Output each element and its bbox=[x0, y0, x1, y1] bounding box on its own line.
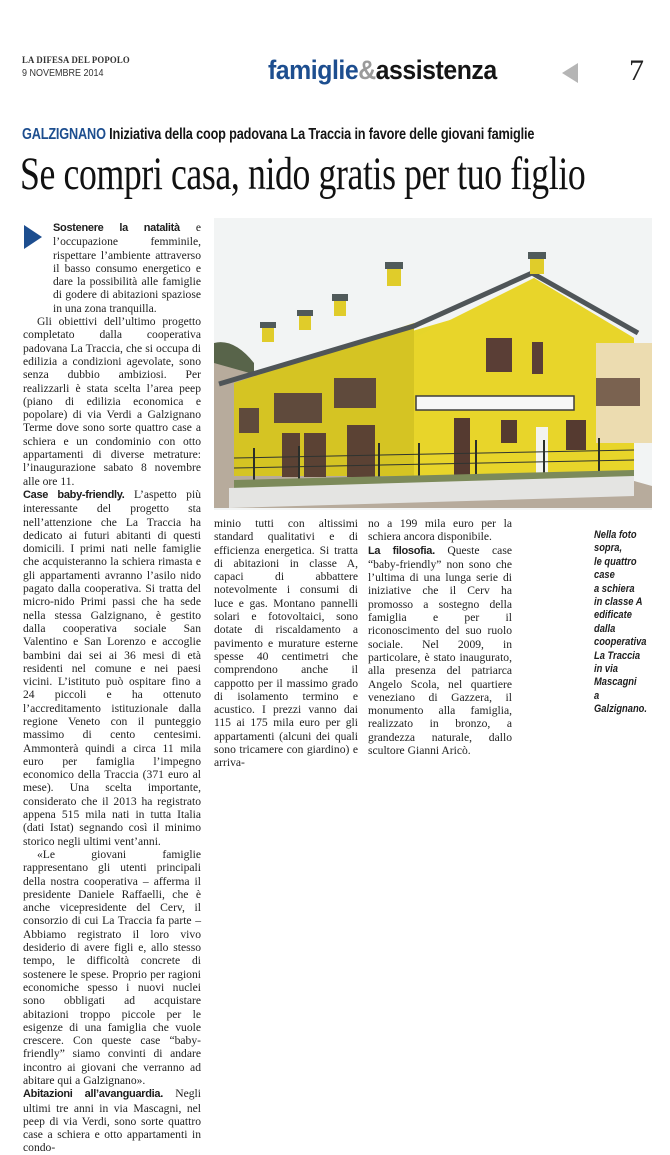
paragraph: minio tutti con altissimi standard qualitativi e di efficienza energetica. Si tratta di abitazioni in classe A, capaci di abbattere notevolmente i consumi di luce e gas. Montano pannelli solari e fotovoltaici, sono dotate di riscaldamento a pavimento e murature esterne spesse 40 centimetri che comprendono anche il cappotto per il massimo grado di isolamento termino e acustico. I prezzi vanno dai 115 ai 175 mila euro per gli appartamenti (alcuni dei quali sono tricamere con giardino) e arriva- bbox=[214, 517, 358, 770]
paragraph: Gli obiettivi dell’ultimo progetto completato dalla cooperativa padovana La Traccia, che si occupa di edilizia a condizioni agevolate, sono senza dubbio ambiziosi. Per realizzarli è stata scelta l’area peep (piano di edilizia economica e popolare) di via Verdi a Galzignano Terme dove sono sorte quattro case a schiera e un condominio con otto appartamenti di diverse metrature: l’inaugurazione sabato 8 novembre alle ore 11. bbox=[23, 315, 201, 488]
paragraph-with-subhead bbox=[23, 1087, 201, 1154]
caption-line: cooperativa bbox=[594, 636, 647, 649]
paragraph: no a 199 mila euro per la schiera ancora disponibile. bbox=[368, 517, 512, 544]
quote-paragraph: «Le giovani famiglie rappresentano gli utenti principali della nostra cooperativa – afferma il presidente Daniele Raffaelli, che è anche vicepresidente del Cerv, il consorzio di cui La Traccia fa parte – Abbiamo registrato il loro vivo desiderio di avere figli e, allo stesso tempo, le difficoltà concrete di sostenere le spese. Proprio per ragioni economiche spesso i nuovi nuclei sono obbligati ad acquistare abitazioni troppo piccole per le esigenze di una famiglia che vuole crescere. Con queste case “baby-friendly” siamo convinti di andare incontro ai giovani che verranno ad abitare qui a Galzignano». bbox=[23, 847, 201, 1087]
subheading: Case baby-friendly. bbox=[23, 488, 125, 501]
section-title-ampersand: & bbox=[358, 55, 376, 85]
subheading: La filosofia. bbox=[368, 544, 435, 557]
page-number: 7 bbox=[629, 54, 644, 87]
kicker-place: GALZIGNANO bbox=[22, 126, 106, 143]
paragraph-with-subhead bbox=[23, 488, 201, 848]
caption-line: edificate bbox=[594, 609, 632, 622]
section-title-part2: assistenza bbox=[375, 55, 497, 85]
article-column-3 bbox=[368, 517, 512, 757]
house-photo-illustration bbox=[214, 218, 652, 510]
issue-date: 9 NOVEMBRE 2014 bbox=[22, 68, 104, 79]
paragraph-with-subhead bbox=[368, 544, 512, 758]
caption-line: Mascagni bbox=[594, 676, 637, 689]
caption-line: sopra, bbox=[594, 542, 623, 555]
caption-line: le quattro bbox=[594, 555, 637, 568]
house-photo bbox=[214, 218, 652, 510]
lead-paragraph bbox=[23, 221, 201, 315]
lead-bold: Sostenere la natalità bbox=[53, 222, 180, 234]
article-column-2 bbox=[214, 517, 358, 770]
paragraph-text: Queste case “baby-friendly” non sono che l’ultima di una lunga serie di iniziative che il Cerv ha promosso a sostegno della famiglia e per il riconoscimento del suo ruolo sociale. Nel 2009, in particolare, è stato inaugurato, alla presenza del patriarca Angelo Scola, nel quartiere veneziano di Gazzera, il monumento alla famiglia, realizzato in bronzo, a grandezza naturale, dallo scultore Gianni Aricò. bbox=[368, 543, 512, 758]
caption-line: case bbox=[594, 569, 615, 582]
caption-line: a Galzignano. bbox=[594, 689, 647, 716]
kicker bbox=[22, 126, 534, 144]
section-title bbox=[268, 54, 497, 86]
caption-line: dalla bbox=[594, 622, 616, 635]
section-title-part1: famiglie bbox=[268, 55, 359, 85]
caption-line: in via bbox=[594, 663, 618, 676]
subheading: Abitazioni all’avanguardia. bbox=[23, 1088, 163, 1101]
headline: Se compri casa, nido gratis per tuo figlio bbox=[20, 148, 586, 200]
lead-text: e l’occupazione femminile, rispettare l’ambiente attraverso il basso consumo energetico e dare la possibilità alle famiglie di godere di abitazioni spaziose in una zona tranquilla. bbox=[53, 221, 202, 315]
paragraph-text: Negli ultimi tre anni in via Mascagni, nel peep di via Verdi, sono sorte quattro case a schiera e otto appartamenti in condo- bbox=[23, 1087, 201, 1155]
caption-line: in classe A bbox=[594, 596, 643, 609]
caption-line: La Traccia bbox=[594, 649, 641, 662]
caption-line: Nella foto bbox=[594, 529, 637, 541]
paragraph-text: L’aspetto più interessante del progetto sta nell’attenzione che La Traccia ha dedicato ai futuri abitanti di questi domicili. I primi nati nelle famiglie che acquisteranno la schiera rimasta e gli appartamenti avranno l’asilo nido pagato dalla cooperativa. Si tratta del micro-nido Primi passi che ha sede nella stessa Galzignano, è gestito dalla cooperativa sociale San Valentino e San Lorenzo e accoglie bambini dai sei ai 36 mesi di età residenti nel comune e nei paesi vicini. L’istituto può ospitare fino a 24 piccoli e ha ottenuto l’accreditamento istituzionale dalla regione Veneto con il punteggio massimo di cento centesimi. Ammonterà quindi a circa 11 mila euro per famiglia l’impegno economico della Traccia (371 euro al mese). Una scelta importante, considerato che il 2013 ha registrato appena 515 mila nati in tutta Italia (dati Istat) segnando così il minimo storico negli ultimi vent’anni. bbox=[23, 487, 201, 848]
triangle-left-icon bbox=[562, 63, 578, 83]
caption-line: a schiera bbox=[594, 582, 635, 595]
photo-caption bbox=[594, 529, 654, 717]
article-column-1 bbox=[23, 221, 201, 1155]
kicker-text: Iniziativa della coop padovana La Traccia in favore delle giovani famiglie bbox=[105, 126, 535, 143]
publication-name: LA DIFESA DEL POPOLO bbox=[22, 56, 130, 66]
